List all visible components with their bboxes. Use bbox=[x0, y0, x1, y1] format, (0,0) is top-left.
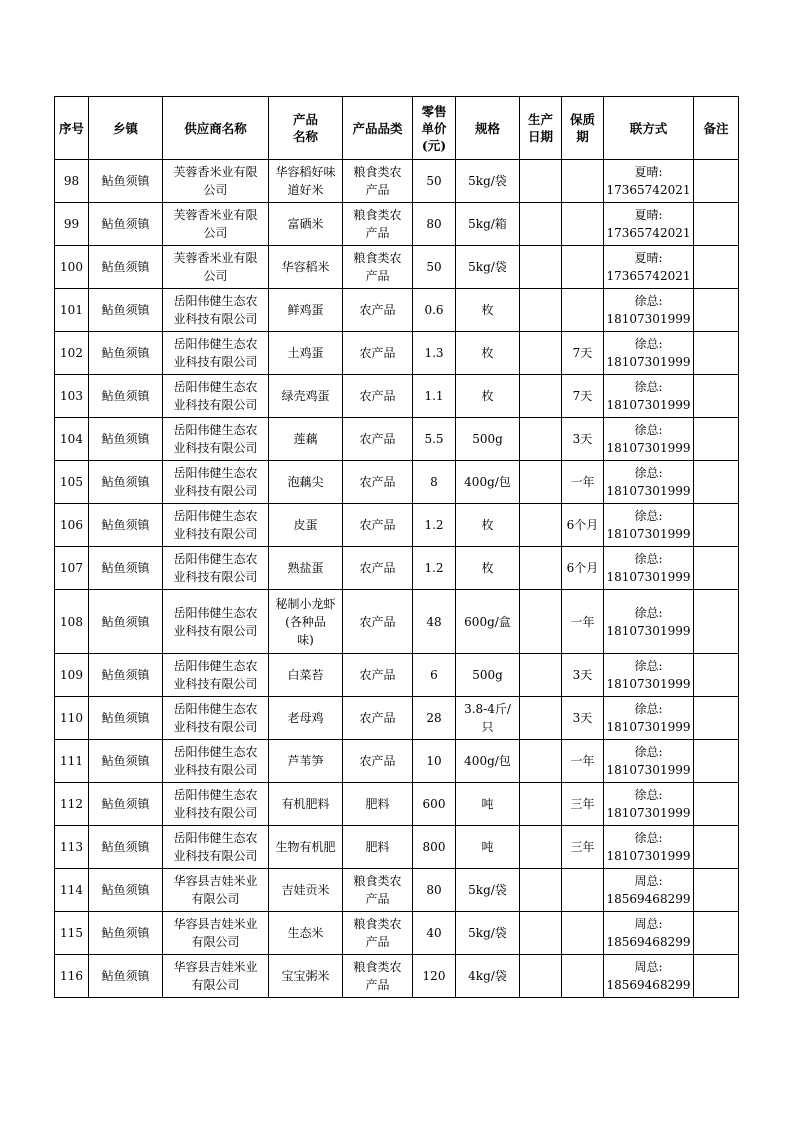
town-cell: 鲇鱼须镇 bbox=[89, 246, 163, 289]
production-date-cell bbox=[520, 332, 562, 375]
production-date-cell bbox=[520, 783, 562, 826]
category-cell: 农产品 bbox=[343, 375, 413, 418]
production-date-cell bbox=[520, 461, 562, 504]
contact-cell: 夏晴: 17365742021 bbox=[604, 203, 694, 246]
production-date-cell bbox=[520, 418, 562, 461]
town-cell: 鲇鱼须镇 bbox=[89, 461, 163, 504]
spec-cell: 吨 bbox=[456, 783, 520, 826]
town-cell: 鲇鱼须镇 bbox=[89, 203, 163, 246]
remark-cell bbox=[694, 697, 739, 740]
table-row bbox=[55, 955, 739, 998]
supplier-cell: 芙蓉香米业有限 公司 bbox=[163, 160, 269, 203]
table-row bbox=[55, 547, 739, 590]
product-name-cell: 皮蛋 bbox=[269, 504, 343, 547]
supplier-cell: 岳阳伟健生态农 业科技有限公司 bbox=[163, 590, 269, 654]
shelf-life-cell: 3天 bbox=[562, 418, 604, 461]
contact-cell: 徐总: 18107301999 bbox=[604, 826, 694, 869]
contact-cell: 周总: 18569468299 bbox=[604, 912, 694, 955]
production-date-cell bbox=[520, 289, 562, 332]
supplier-cell: 芙蓉香米业有限 公司 bbox=[163, 203, 269, 246]
spec-cell: 3.8-4斤/ 只 bbox=[456, 697, 520, 740]
price-cell: 1.2 bbox=[413, 504, 456, 547]
remark-cell bbox=[694, 912, 739, 955]
price-cell: 5.5 bbox=[413, 418, 456, 461]
shelf-life-cell: 6个月 bbox=[562, 547, 604, 590]
remark-cell bbox=[694, 590, 739, 654]
price-cell: 6 bbox=[413, 654, 456, 697]
price-cell: 80 bbox=[413, 203, 456, 246]
row-index: 116 bbox=[55, 955, 89, 998]
row-index: 114 bbox=[55, 869, 89, 912]
supplier-cell: 岳阳伟健生态农 业科技有限公司 bbox=[163, 375, 269, 418]
supplier-cell: 岳阳伟健生态农 业科技有限公司 bbox=[163, 547, 269, 590]
town-cell: 鲇鱼须镇 bbox=[89, 869, 163, 912]
town-cell: 鲇鱼须镇 bbox=[89, 740, 163, 783]
contact-cell: 徐总: 18107301999 bbox=[604, 740, 694, 783]
header-contact: 联方式 bbox=[604, 97, 694, 160]
product-name-cell: 生态米 bbox=[269, 912, 343, 955]
price-cell: 8 bbox=[413, 461, 456, 504]
supplier-cell: 岳阳伟健生态农 业科技有限公司 bbox=[163, 697, 269, 740]
contact-cell: 徐总: 18107301999 bbox=[604, 332, 694, 375]
product-table bbox=[54, 96, 739, 998]
town-cell: 鲇鱼须镇 bbox=[89, 590, 163, 654]
spec-cell: 500g bbox=[456, 654, 520, 697]
product-name-cell: 宝宝粥米 bbox=[269, 955, 343, 998]
row-index: 113 bbox=[55, 826, 89, 869]
price-cell: 800 bbox=[413, 826, 456, 869]
supplier-cell: 岳阳伟健生态农 业科技有限公司 bbox=[163, 826, 269, 869]
contact-cell: 徐总: 18107301999 bbox=[604, 289, 694, 332]
shelf-life-cell bbox=[562, 160, 604, 203]
town-cell: 鲇鱼须镇 bbox=[89, 504, 163, 547]
product-name-cell: 富硒米 bbox=[269, 203, 343, 246]
spec-cell: 5kg/袋 bbox=[456, 912, 520, 955]
town-cell: 鲇鱼须镇 bbox=[89, 332, 163, 375]
product-name-cell: 白菜苔 bbox=[269, 654, 343, 697]
shelf-life-cell: 一年 bbox=[562, 590, 604, 654]
remark-cell bbox=[694, 654, 739, 697]
category-cell: 农产品 bbox=[343, 418, 413, 461]
product-name-cell: 土鸡蛋 bbox=[269, 332, 343, 375]
supplier-cell: 岳阳伟健生态农 业科技有限公司 bbox=[163, 783, 269, 826]
production-date-cell bbox=[520, 654, 562, 697]
supplier-cell: 岳阳伟健生态农 业科技有限公司 bbox=[163, 740, 269, 783]
table-row bbox=[55, 160, 739, 203]
contact-cell: 夏晴: 17365742021 bbox=[604, 160, 694, 203]
shelf-life-cell bbox=[562, 246, 604, 289]
header-shelf-life: 保质 期 bbox=[562, 97, 604, 160]
header-town: 乡镇 bbox=[89, 97, 163, 160]
contact-cell: 周总: 18569468299 bbox=[604, 955, 694, 998]
category-cell: 农产品 bbox=[343, 590, 413, 654]
product-name-cell: 鲜鸡蛋 bbox=[269, 289, 343, 332]
table-row bbox=[55, 783, 739, 826]
contact-cell: 徐总: 18107301999 bbox=[604, 504, 694, 547]
town-cell: 鲇鱼须镇 bbox=[89, 418, 163, 461]
remark-cell bbox=[694, 203, 739, 246]
supplier-cell: 华容县吉娃米业 有限公司 bbox=[163, 955, 269, 998]
category-cell: 肥料 bbox=[343, 826, 413, 869]
town-cell: 鲇鱼须镇 bbox=[89, 826, 163, 869]
product-name-cell: 华容稻好味 道好米 bbox=[269, 160, 343, 203]
shelf-life-cell: 7天 bbox=[562, 332, 604, 375]
table-row bbox=[55, 332, 739, 375]
remark-cell bbox=[694, 375, 739, 418]
town-cell: 鲇鱼须镇 bbox=[89, 654, 163, 697]
price-cell: 1.3 bbox=[413, 332, 456, 375]
header-spec: 规格 bbox=[456, 97, 520, 160]
category-cell: 农产品 bbox=[343, 461, 413, 504]
header-remark: 备注 bbox=[694, 97, 739, 160]
spec-cell: 枚 bbox=[456, 375, 520, 418]
spec-cell: 5kg/箱 bbox=[456, 203, 520, 246]
remark-cell bbox=[694, 869, 739, 912]
production-date-cell bbox=[520, 697, 562, 740]
table-row bbox=[55, 203, 739, 246]
shelf-life-cell bbox=[562, 912, 604, 955]
remark-cell bbox=[694, 246, 739, 289]
row-index: 112 bbox=[55, 783, 89, 826]
spec-cell: 5kg/袋 bbox=[456, 160, 520, 203]
remark-cell bbox=[694, 783, 739, 826]
table-row bbox=[55, 590, 739, 654]
town-cell: 鲇鱼须镇 bbox=[89, 375, 163, 418]
table-row bbox=[55, 912, 739, 955]
price-cell: 50 bbox=[413, 160, 456, 203]
contact-cell: 徐总: 18107301999 bbox=[604, 697, 694, 740]
price-cell: 0.6 bbox=[413, 289, 456, 332]
table-row bbox=[55, 740, 739, 783]
category-cell: 农产品 bbox=[343, 740, 413, 783]
category-cell: 农产品 bbox=[343, 504, 413, 547]
product-name-cell: 有机肥料 bbox=[269, 783, 343, 826]
price-cell: 40 bbox=[413, 912, 456, 955]
shelf-life-cell: 三年 bbox=[562, 783, 604, 826]
remark-cell bbox=[694, 461, 739, 504]
product-name-cell: 绿壳鸡蛋 bbox=[269, 375, 343, 418]
supplier-cell: 芙蓉香米业有限 公司 bbox=[163, 246, 269, 289]
contact-cell: 周总: 18569468299 bbox=[604, 869, 694, 912]
header-supplier: 供应商名称 bbox=[163, 97, 269, 160]
production-date-cell bbox=[520, 826, 562, 869]
table-row bbox=[55, 504, 739, 547]
price-cell: 1.2 bbox=[413, 547, 456, 590]
table-header-row bbox=[55, 97, 739, 160]
shelf-life-cell bbox=[562, 869, 604, 912]
row-index: 108 bbox=[55, 590, 89, 654]
production-date-cell bbox=[520, 203, 562, 246]
production-date-cell bbox=[520, 590, 562, 654]
table-row bbox=[55, 375, 739, 418]
header-production-date: 生产 日期 bbox=[520, 97, 562, 160]
shelf-life-cell: 3天 bbox=[562, 654, 604, 697]
row-index: 101 bbox=[55, 289, 89, 332]
remark-cell bbox=[694, 160, 739, 203]
shelf-life-cell: 7天 bbox=[562, 375, 604, 418]
remark-cell bbox=[694, 826, 739, 869]
category-cell: 农产品 bbox=[343, 697, 413, 740]
product-name-cell: 生物有机肥 bbox=[269, 826, 343, 869]
row-index: 104 bbox=[55, 418, 89, 461]
town-cell: 鲇鱼须镇 bbox=[89, 160, 163, 203]
supplier-cell: 岳阳伟健生态农 业科技有限公司 bbox=[163, 461, 269, 504]
document-page bbox=[54, 96, 738, 998]
contact-cell: 徐总: 18107301999 bbox=[604, 375, 694, 418]
product-name-cell: 老母鸡 bbox=[269, 697, 343, 740]
category-cell: 粮食类农 产品 bbox=[343, 869, 413, 912]
table-row bbox=[55, 826, 739, 869]
row-index: 115 bbox=[55, 912, 89, 955]
spec-cell: 5kg/袋 bbox=[456, 869, 520, 912]
table-row bbox=[55, 418, 739, 461]
product-name-cell: 芦苇笋 bbox=[269, 740, 343, 783]
contact-cell: 徐总: 18107301999 bbox=[604, 783, 694, 826]
table-row bbox=[55, 697, 739, 740]
contact-cell: 徐总: 18107301999 bbox=[604, 461, 694, 504]
product-name-cell: 吉娃贡米 bbox=[269, 869, 343, 912]
row-index: 109 bbox=[55, 654, 89, 697]
table-row bbox=[55, 654, 739, 697]
product-name-cell: 秘制小龙虾 (各种品 味) bbox=[269, 590, 343, 654]
remark-cell bbox=[694, 740, 739, 783]
production-date-cell bbox=[520, 547, 562, 590]
product-name-cell: 华容稻米 bbox=[269, 246, 343, 289]
spec-cell: 500g bbox=[456, 418, 520, 461]
production-date-cell bbox=[520, 504, 562, 547]
row-index: 102 bbox=[55, 332, 89, 375]
product-name-cell: 泡藕尖 bbox=[269, 461, 343, 504]
shelf-life-cell: 三年 bbox=[562, 826, 604, 869]
production-date-cell bbox=[520, 246, 562, 289]
production-date-cell bbox=[520, 912, 562, 955]
shelf-life-cell: 6个月 bbox=[562, 504, 604, 547]
price-cell: 120 bbox=[413, 955, 456, 998]
category-cell: 粮食类农 产品 bbox=[343, 160, 413, 203]
category-cell: 农产品 bbox=[343, 654, 413, 697]
header-price: 零售 单价 (元) bbox=[413, 97, 456, 160]
supplier-cell: 华容县吉娃米业 有限公司 bbox=[163, 912, 269, 955]
price-cell: 28 bbox=[413, 697, 456, 740]
spec-cell: 枚 bbox=[456, 547, 520, 590]
row-index: 99 bbox=[55, 203, 89, 246]
category-cell: 粮食类农 产品 bbox=[343, 912, 413, 955]
category-cell: 农产品 bbox=[343, 289, 413, 332]
supplier-cell: 华容县吉娃米业 有限公司 bbox=[163, 869, 269, 912]
contact-cell: 徐总: 18107301999 bbox=[604, 590, 694, 654]
spec-cell: 吨 bbox=[456, 826, 520, 869]
row-index: 111 bbox=[55, 740, 89, 783]
row-index: 107 bbox=[55, 547, 89, 590]
spec-cell: 枚 bbox=[456, 504, 520, 547]
production-date-cell bbox=[520, 740, 562, 783]
contact-cell: 徐总: 18107301999 bbox=[604, 418, 694, 461]
row-index: 110 bbox=[55, 697, 89, 740]
remark-cell bbox=[694, 289, 739, 332]
town-cell: 鲇鱼须镇 bbox=[89, 547, 163, 590]
category-cell: 粮食类农 产品 bbox=[343, 246, 413, 289]
price-cell: 10 bbox=[413, 740, 456, 783]
row-index: 105 bbox=[55, 461, 89, 504]
production-date-cell bbox=[520, 160, 562, 203]
header-product: 产品 名称 bbox=[269, 97, 343, 160]
remark-cell bbox=[694, 418, 739, 461]
row-index: 100 bbox=[55, 246, 89, 289]
table-row bbox=[55, 289, 739, 332]
product-name-cell: 莲藕 bbox=[269, 418, 343, 461]
spec-cell: 枚 bbox=[456, 332, 520, 375]
shelf-life-cell bbox=[562, 955, 604, 998]
town-cell: 鲇鱼须镇 bbox=[89, 783, 163, 826]
remark-cell bbox=[694, 332, 739, 375]
price-cell: 50 bbox=[413, 246, 456, 289]
table-row bbox=[55, 246, 739, 289]
shelf-life-cell bbox=[562, 203, 604, 246]
category-cell: 农产品 bbox=[343, 332, 413, 375]
price-cell: 80 bbox=[413, 869, 456, 912]
price-cell: 600 bbox=[413, 783, 456, 826]
contact-cell: 徐总: 18107301999 bbox=[604, 547, 694, 590]
spec-cell: 400g/包 bbox=[456, 461, 520, 504]
production-date-cell bbox=[520, 869, 562, 912]
contact-cell: 夏晴: 17365742021 bbox=[604, 246, 694, 289]
supplier-cell: 岳阳伟健生态农 业科技有限公司 bbox=[163, 332, 269, 375]
remark-cell bbox=[694, 504, 739, 547]
supplier-cell: 岳阳伟健生态农 业科技有限公司 bbox=[163, 654, 269, 697]
category-cell: 肥料 bbox=[343, 783, 413, 826]
header-index: 序号 bbox=[55, 97, 89, 160]
product-name-cell: 熟盐蛋 bbox=[269, 547, 343, 590]
row-index: 106 bbox=[55, 504, 89, 547]
category-cell: 农产品 bbox=[343, 547, 413, 590]
remark-cell bbox=[694, 955, 739, 998]
supplier-cell: 岳阳伟健生态农 业科技有限公司 bbox=[163, 418, 269, 461]
header-category: 产品品类 bbox=[343, 97, 413, 160]
shelf-life-cell bbox=[562, 289, 604, 332]
spec-cell: 600g/盒 bbox=[456, 590, 520, 654]
shelf-life-cell: 一年 bbox=[562, 740, 604, 783]
town-cell: 鲇鱼须镇 bbox=[89, 912, 163, 955]
price-cell: 48 bbox=[413, 590, 456, 654]
row-index: 103 bbox=[55, 375, 89, 418]
supplier-cell: 岳阳伟健生态农 业科技有限公司 bbox=[163, 504, 269, 547]
table-row bbox=[55, 461, 739, 504]
town-cell: 鲇鱼须镇 bbox=[89, 289, 163, 332]
category-cell: 粮食类农 产品 bbox=[343, 955, 413, 998]
spec-cell: 5kg/袋 bbox=[456, 246, 520, 289]
spec-cell: 4kg/袋 bbox=[456, 955, 520, 998]
price-cell: 1.1 bbox=[413, 375, 456, 418]
row-index: 98 bbox=[55, 160, 89, 203]
table-row bbox=[55, 869, 739, 912]
category-cell: 粮食类农 产品 bbox=[343, 203, 413, 246]
town-cell: 鲇鱼须镇 bbox=[89, 697, 163, 740]
remark-cell bbox=[694, 547, 739, 590]
spec-cell: 400g/包 bbox=[456, 740, 520, 783]
production-date-cell bbox=[520, 955, 562, 998]
shelf-life-cell: 3天 bbox=[562, 697, 604, 740]
shelf-life-cell: 一年 bbox=[562, 461, 604, 504]
supplier-cell: 岳阳伟健生态农 业科技有限公司 bbox=[163, 289, 269, 332]
contact-cell: 徐总: 18107301999 bbox=[604, 654, 694, 697]
spec-cell: 枚 bbox=[456, 289, 520, 332]
town-cell: 鲇鱼须镇 bbox=[89, 955, 163, 998]
production-date-cell bbox=[520, 375, 562, 418]
